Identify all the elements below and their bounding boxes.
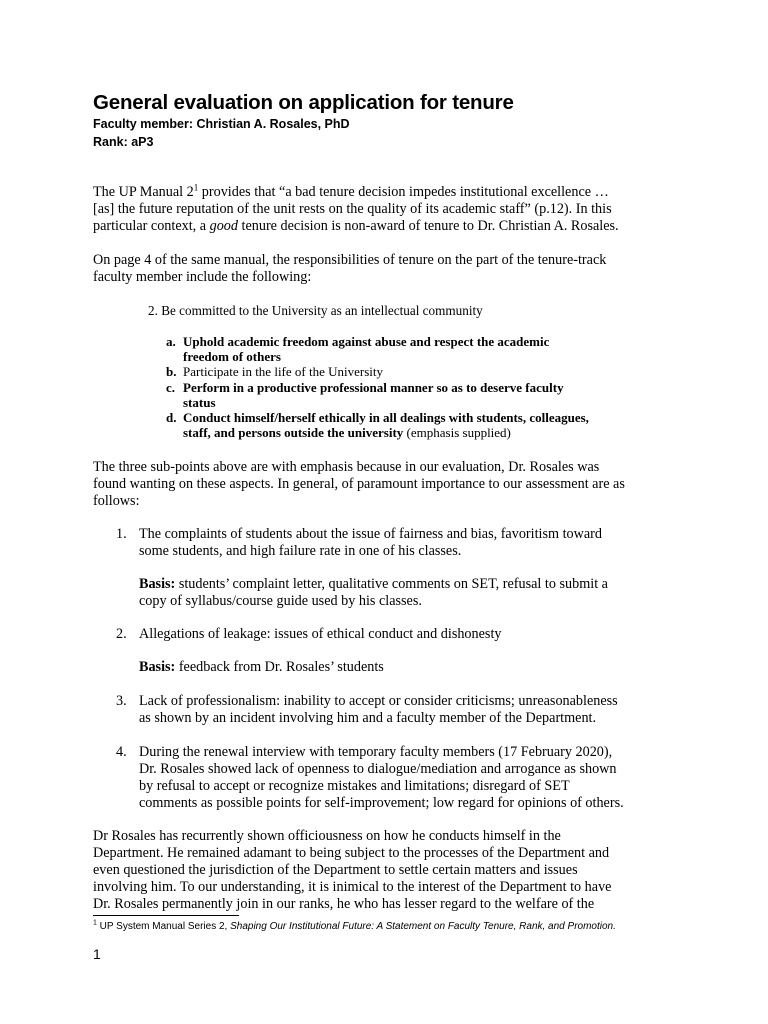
text-run: provides that “a bad tenure decision impedes institutional excellence … bbox=[198, 184, 609, 200]
item-label: d. bbox=[166, 410, 177, 425]
item-line: comments as possible points for self-improvement; low regard for opinions of others. bbox=[139, 795, 624, 811]
item-line: Perform in a productive professional manner so as to deserve faculty bbox=[183, 380, 564, 395]
item-line: The complaints of students about the issue of fairness and bias, favoritism toward bbox=[139, 526, 602, 542]
basis-line bbox=[139, 659, 679, 676]
item-number: 2. bbox=[116, 626, 127, 642]
finding-item-4 bbox=[116, 744, 676, 812]
finding-item-2 bbox=[116, 626, 676, 643]
responsibility-item-c bbox=[166, 380, 666, 410]
paragraph-line: On page 4 of the same manual, the responsibilities of tenure on the part of the tenure-track bbox=[93, 252, 607, 268]
paragraph-line bbox=[93, 184, 693, 201]
responsibility-heading: 2. Be committed to the University as an intellectual community bbox=[148, 303, 483, 318]
paragraph-line: faculty member include the following: bbox=[93, 269, 312, 285]
basis-label: Basis: bbox=[139, 659, 176, 675]
text-run: staff, and persons outside the university bbox=[183, 425, 404, 440]
item-line: freedom of others bbox=[183, 349, 281, 364]
footnote-ref[interactable]: 1 bbox=[193, 182, 199, 193]
paragraph-line: even questioned the jurisdiction of the Department to settle certain matters and issues bbox=[93, 862, 578, 878]
basis-line: copy of syllabus/course guide used by his classes. bbox=[139, 593, 422, 609]
page-title: General evaluation on application for tenure bbox=[93, 91, 514, 114]
paragraph-line: follows: bbox=[93, 493, 140, 509]
emphasis-note: (emphasis supplied) bbox=[403, 425, 511, 440]
paragraph-line: Department. He remained adamant to being subject to the processes of the Department and bbox=[93, 845, 610, 861]
responsibility-item-d bbox=[166, 410, 666, 440]
paragraph-line: Dr Rosales has recurrently shown officiousness on how he conducts himself in the bbox=[93, 828, 561, 844]
item-number: 1. bbox=[116, 526, 127, 542]
item-line: During the renewal interview with temporary faculty members (17 February 2020), bbox=[139, 744, 613, 760]
item-line: Uphold academic freedom against abuse and respect the academic bbox=[183, 334, 550, 349]
text-run: UP System Manual Series 2, bbox=[96, 921, 231, 932]
item-line: Allegations of leakage: issues of ethical conduct and dishonesty bbox=[139, 626, 502, 642]
item-label: c. bbox=[166, 380, 176, 395]
footnote-marker: 1 bbox=[93, 919, 97, 927]
text-run: tenure decision is non-award of tenure to Dr. Christian A. Rosales. bbox=[237, 218, 619, 234]
footnote-divider bbox=[93, 915, 239, 916]
conclusion-paragraph bbox=[93, 828, 693, 913]
paragraph-line: found wanting on these aspects. In general, of paramount importance to our assessment are as bbox=[93, 476, 625, 492]
item-line: some students, and high failure rate in one of his classes. bbox=[139, 543, 462, 559]
item-number: 3. bbox=[116, 693, 127, 709]
paragraph-line bbox=[93, 218, 693, 235]
item-line: Dr. Rosales showed lack of openness to dialogue/mediation and arrogance as shown bbox=[139, 761, 617, 777]
faculty-member-line: Faculty member: Christian A. Rosales, PhD bbox=[93, 117, 350, 131]
rank-line: Rank: aP3 bbox=[93, 135, 154, 149]
emphasis-good: good bbox=[209, 218, 238, 234]
item-label: a. bbox=[166, 334, 176, 349]
responsibilities-intro-paragraph bbox=[93, 252, 693, 286]
item-line bbox=[183, 425, 666, 440]
basis-line bbox=[139, 576, 679, 593]
evaluation-paragraph bbox=[93, 459, 693, 510]
footnote bbox=[93, 921, 616, 932]
paragraph-line: [as] the future reputation of the unit rests on the quality of its academic staff” (p.12). In this bbox=[93, 201, 612, 217]
intro-paragraph bbox=[93, 184, 693, 235]
text-run: The UP Manual 2 bbox=[93, 184, 194, 200]
responsibility-item-b bbox=[166, 364, 666, 379]
finding-1-basis bbox=[139, 576, 679, 610]
item-line: Conduct himself/herself ethically in all dealings with students, colleagues, bbox=[183, 410, 589, 425]
paragraph-line: Dr. Rosales permanently join in our ranks, he who has lesser regard to the welfare of the bbox=[93, 896, 595, 912]
footnote-title: Shaping Our Institutional Future: A Statement on Faculty Tenure, Rank, and Promotion. bbox=[230, 921, 616, 932]
page-number: 1 bbox=[93, 946, 101, 962]
finding-item-1 bbox=[116, 526, 676, 560]
finding-2-basis bbox=[139, 659, 679, 676]
item-line: Participate in the life of the University bbox=[183, 364, 383, 379]
item-line: by refusal to accept or recognize mistakes and limitations; disregard of SET bbox=[139, 778, 570, 794]
text-run: particular context, a bbox=[93, 218, 210, 234]
text-run: students’ complaint letter, qualitative comments on SET, refusal to submit a bbox=[175, 576, 608, 592]
text-run: feedback from Dr. Rosales’ students bbox=[175, 659, 384, 675]
paragraph-line: involving him. To our understanding, it is inimical to the interest of the Department to have bbox=[93, 879, 612, 895]
basis-label: Basis: bbox=[139, 576, 176, 592]
finding-item-3 bbox=[116, 693, 676, 727]
item-label: b. bbox=[166, 364, 177, 379]
item-line: status bbox=[183, 395, 216, 410]
item-line: Lack of professionalism: inability to accept or consider criticisms; unreasonableness bbox=[139, 693, 618, 709]
item-number: 4. bbox=[116, 744, 127, 760]
responsibility-item-a bbox=[166, 334, 666, 364]
paragraph-line: The three sub-points above are with emphasis because in our evaluation, Dr. Rosales was bbox=[93, 459, 600, 475]
item-line: as shown by an incident involving him and a faculty member of the Department. bbox=[139, 710, 597, 726]
